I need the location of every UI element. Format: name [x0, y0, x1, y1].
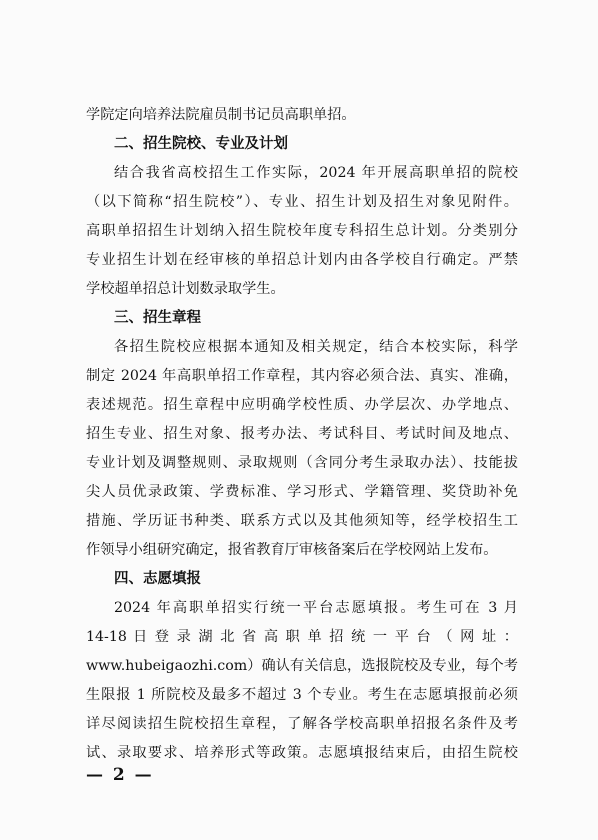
body-line: 结合我省高校招生工作实际，2024 年开展高职单招的院校: [114, 165, 518, 181]
section-heading-charter: 三、招生章程: [114, 310, 201, 326]
page-number: — 2 —: [86, 765, 154, 785]
body-line: 试、录取要求、培养形式等政策。志愿填报结束后，由招生院校: [86, 745, 518, 761]
body-line: 详尽阅读招生院校招生章程，了解各学校高职单招报名条件及考: [86, 716, 518, 732]
body-line: 生限报 1 所院校及最多不超过 3 个专业。考生在志愿填报前必须: [86, 687, 518, 703]
body-line: 学校超单招总计划数录取学生。: [86, 281, 285, 297]
body-line: 尖人员优录政策、学费标准、学习形式、学籍管理、奖贷助补免: [86, 484, 518, 500]
body-line: （以下简称“招生院校”）、专业、招生计划及招生对象见附件。: [86, 194, 518, 210]
body-line: 制定 2024 年高职单招工作章程，其内容必须合法、真实、准确，: [86, 368, 518, 384]
section-heading-application: 四、志愿填报: [114, 571, 201, 587]
body-line: 学院定向培养法院雇员制书记员高职单招。: [86, 107, 356, 123]
body-line: 各招生院校应根据本通知及相关规定，结合本校实际，科学: [114, 339, 518, 355]
body-line: 专业招生计划在经审核的单招总计划内由各学校自行确定。严禁: [86, 252, 518, 268]
body-line: 作领导小组研究确定，报省教育厅审核备案后在学校网站上发布。: [86, 542, 498, 558]
body-line: 措施、学历证书种类、联系方式以及其他须知等，经学校招生工: [86, 513, 518, 529]
section-heading-institutions: 二、招生院校、专业及计划: [114, 136, 288, 152]
body-line: 高职单招招生计划纳入招生院校年度专科招生总计划。分类别分: [86, 223, 518, 239]
document-body: [86, 101, 518, 768]
body-line: www.hubeigaozhi.com）确认有关信息，选报院校及专业，每个考: [86, 658, 518, 674]
body-line: 2024 年高职单招实行统一平台志愿填报。考生可在 3 月: [114, 600, 518, 616]
body-line: 表述规范。招生章程中应明确学校性质、办学层次、办学地点、: [86, 397, 518, 413]
body-line: 专业计划及调整规则、录取规则（含同分考生录取办法）、技能拔: [86, 455, 518, 471]
body-line: 招生专业、招生对象、报考办法、考试科目、考试时间及地点、: [86, 426, 518, 442]
body-line: 14-18 日 登 录 湖 北 省 高 职 单 招 统 一 平 台 （ 网 址 ：: [86, 629, 518, 645]
